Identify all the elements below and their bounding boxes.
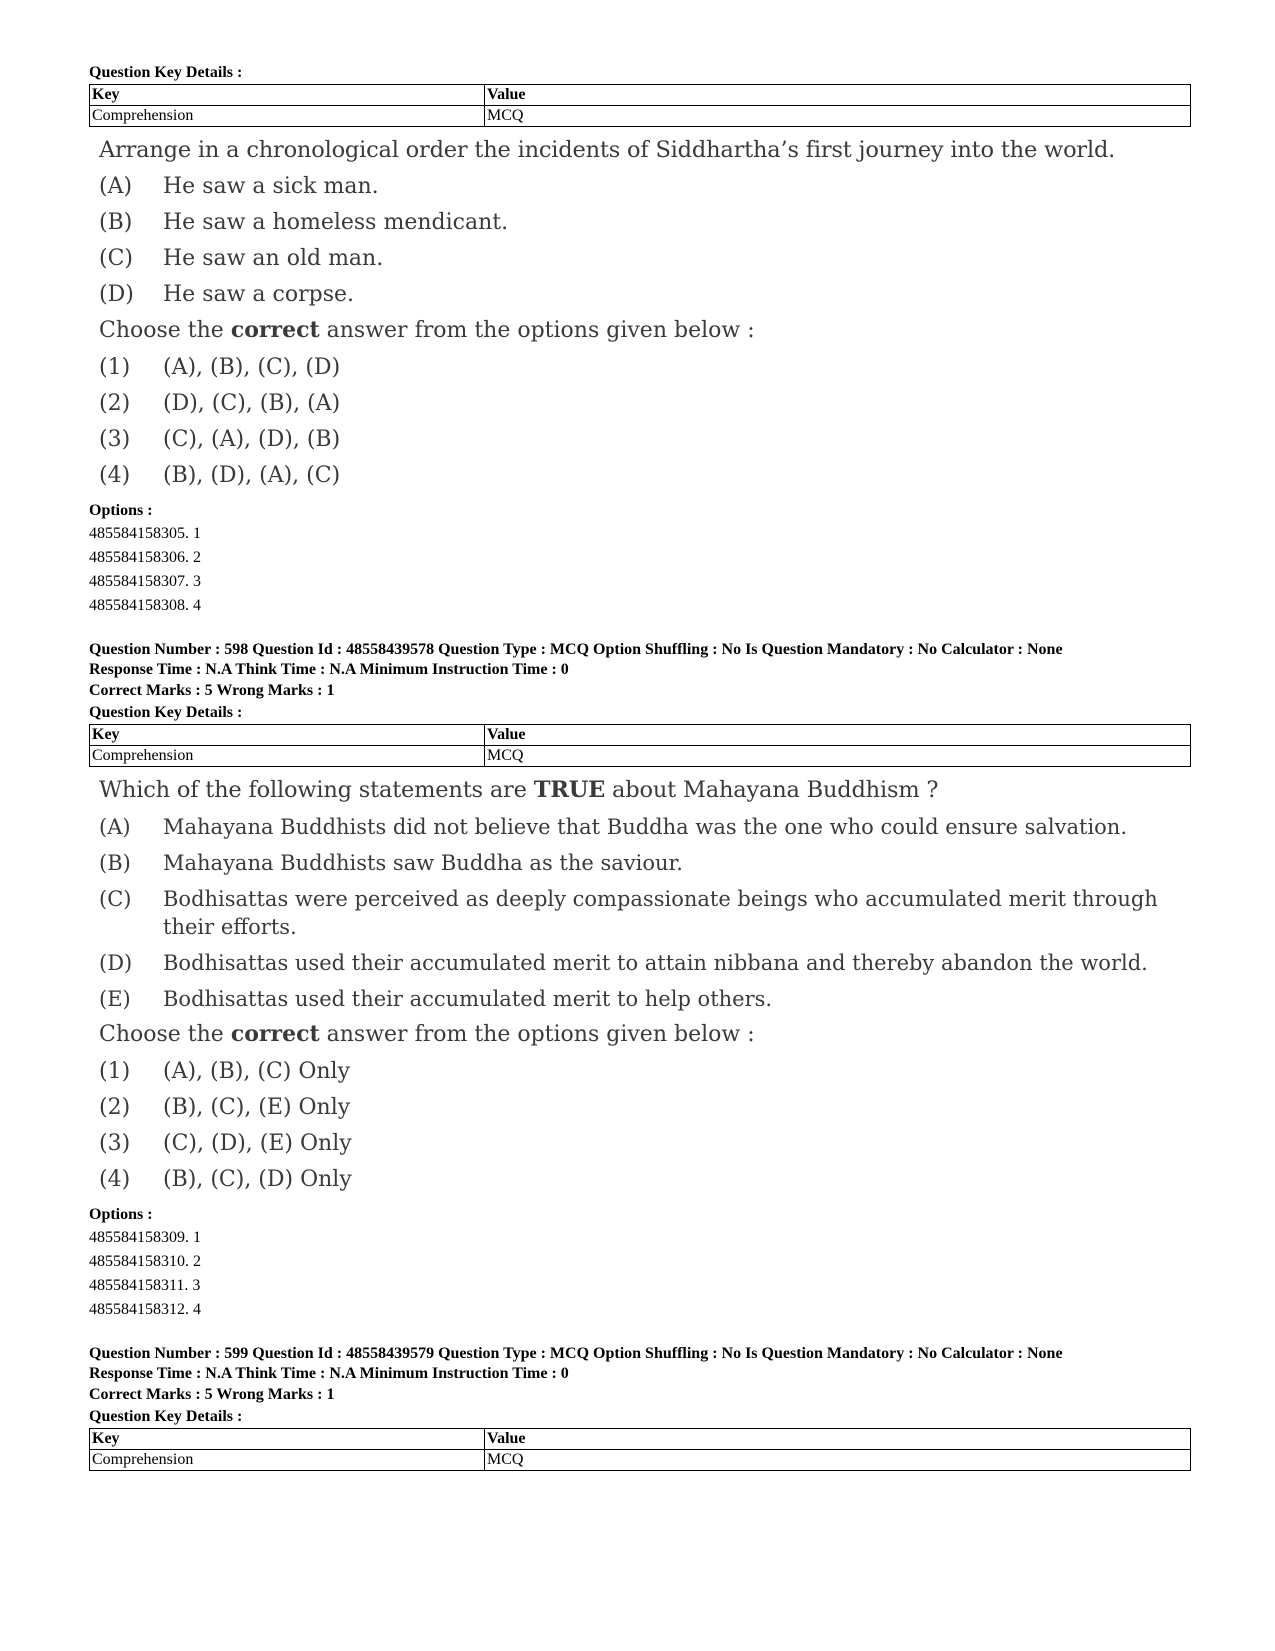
marks-line: Correct Marks : 5 Wrong Marks : 1 xyxy=(89,682,335,699)
key-details-label: Question Key Details : xyxy=(89,1408,243,1425)
choose-bold: correct xyxy=(230,317,320,343)
statement-item xyxy=(99,173,1189,201)
table-header-row xyxy=(90,725,1191,746)
answer-tag: (1) xyxy=(99,355,131,380)
answer-item xyxy=(99,390,1189,418)
statement-item xyxy=(99,209,1189,237)
statement-text: Bodhisattas used their accumulated merit to help others. xyxy=(163,987,773,1011)
question-meta-line2: Response Time : N.A Think Time : N.A Minimum Instruction Time : 0 xyxy=(89,661,569,678)
table-header-value: Value xyxy=(485,1429,1191,1450)
statement-item xyxy=(99,245,1189,273)
statement-tag: (C) xyxy=(99,887,132,911)
answer-item xyxy=(99,1094,1189,1122)
question-image xyxy=(89,135,1189,490)
answer-item xyxy=(99,354,1189,382)
table-cell-key: Comprehension xyxy=(90,746,485,767)
option-item: 485584158307. 3 xyxy=(89,573,201,590)
key-value-table xyxy=(89,724,1191,767)
statement-text: Mahayana Buddhists did not believe that Buddha was the one who could ensure salvation. xyxy=(163,815,1128,839)
statement-tag: (B) xyxy=(99,851,131,875)
key-details-label: Question Key Details : xyxy=(89,704,243,721)
question-stem xyxy=(99,775,1189,805)
question-block-597 xyxy=(89,62,1189,618)
choose-pre: Choose the xyxy=(99,318,231,343)
statement-tag: (B) xyxy=(99,210,133,235)
answer-text: (A), (B), (C) Only xyxy=(163,1059,351,1084)
document-page xyxy=(89,62,1189,1471)
table-header-row xyxy=(90,1429,1191,1450)
statement-item xyxy=(99,985,1189,1013)
statement-item xyxy=(99,813,1189,841)
question-block-598 xyxy=(89,640,1189,1322)
statement-text: He saw a homeless mendicant. xyxy=(163,210,509,235)
statement-tag: (A) xyxy=(99,174,133,199)
statement-item xyxy=(99,281,1189,309)
option-item: 485584158308. 4 xyxy=(89,597,201,614)
options-list xyxy=(89,522,1189,618)
options-label: Options : xyxy=(89,1206,153,1223)
table-cell-value: MCQ xyxy=(485,106,1191,127)
question-stem: Arrange in a chronological order the incidents of Siddhartha’s first journey into the world. xyxy=(99,137,1116,163)
statement-item xyxy=(99,949,1189,977)
table-header-key: Key xyxy=(90,85,485,106)
option-item: 485584158312. 4 xyxy=(89,1301,201,1318)
answer-tag: (2) xyxy=(99,1095,131,1120)
answer-text: (B), (C), (E) Only xyxy=(163,1095,351,1120)
answer-tag: (4) xyxy=(99,463,131,488)
stem-bold: TRUE xyxy=(533,777,606,803)
statement-text: He saw a corpse. xyxy=(163,282,355,307)
table-header-value: Value xyxy=(485,85,1191,106)
choose-post: answer from the options given below : xyxy=(319,318,755,343)
choose-instruction xyxy=(99,315,1189,346)
answer-item xyxy=(99,1058,1189,1086)
question-meta-line1: Question Number : 599 Question Id : 48558439579 Question Type : MCQ Option Shuffling : No Is Question Mandatory : No Calculator : None xyxy=(89,1345,1063,1362)
statement-tag: (D) xyxy=(99,951,133,975)
statement-text: He saw a sick man. xyxy=(163,174,379,199)
table-cell-key: Comprehension xyxy=(90,106,485,127)
answer-text: (B), (C), (D) Only xyxy=(163,1167,352,1192)
table-row xyxy=(90,1450,1191,1471)
answer-text: (C), (D), (E) Only xyxy=(163,1131,352,1156)
option-item: 485584158305. 1 xyxy=(89,525,201,542)
table-header-key: Key xyxy=(90,1429,485,1450)
option-item: 485584158311. 3 xyxy=(89,1277,201,1294)
answer-tag: (3) xyxy=(99,1131,131,1156)
stem-post: about Mahayana Buddhism ? xyxy=(605,777,939,803)
answer-text: (A), (B), (C), (D) xyxy=(163,355,341,380)
answer-item xyxy=(99,426,1189,454)
stem-pre: Which of the following statements are xyxy=(99,777,534,803)
answer-tag: (3) xyxy=(99,427,131,452)
table-cell-value: MCQ xyxy=(485,1450,1191,1471)
options-label: Options : xyxy=(89,502,153,519)
choose-bold: correct xyxy=(230,1021,320,1047)
option-item: 485584158310. 2 xyxy=(89,1253,201,1270)
table-row xyxy=(90,746,1191,767)
key-value-table xyxy=(89,1428,1191,1471)
question-meta-line1: Question Number : 598 Question Id : 48558439578 Question Type : MCQ Option Shuffling : No Is Question Mandatory : No Calculator : None xyxy=(89,641,1063,658)
options-list xyxy=(89,1226,1189,1322)
answer-item xyxy=(99,1130,1189,1158)
statement-text: He saw an old man. xyxy=(163,246,384,271)
answer-tag: (2) xyxy=(99,391,131,416)
statement-tag: (D) xyxy=(99,282,134,307)
choose-post: answer from the options given below : xyxy=(319,1022,755,1047)
choose-instruction xyxy=(99,1019,1189,1050)
answer-item xyxy=(99,1166,1189,1194)
table-cell-key: Comprehension xyxy=(90,1450,485,1471)
question-block-599 xyxy=(89,1344,1189,1471)
table-row xyxy=(90,106,1191,127)
table-header-value: Value xyxy=(485,725,1191,746)
option-item: 485584158306. 2 xyxy=(89,549,201,566)
question-image xyxy=(89,775,1189,1194)
answer-tag: (1) xyxy=(99,1059,131,1084)
statement-text: Bodhisattas used their accumulated merit to attain nibbana and thereby abandon the world. xyxy=(163,951,1148,975)
key-value-table xyxy=(89,84,1191,127)
statement-item xyxy=(99,885,1189,941)
answer-text: (D), (C), (B), (A) xyxy=(163,391,341,416)
table-cell-value: MCQ xyxy=(485,746,1191,767)
answer-tag: (4) xyxy=(99,1167,131,1192)
option-item: 485584158309. 1 xyxy=(89,1229,201,1246)
statement-text: Bodhisattas were perceived as deeply compassionate beings who accumulated merit through their efforts. xyxy=(163,887,1158,939)
answer-text: (B), (D), (A), (C) xyxy=(163,463,341,488)
answer-item xyxy=(99,462,1189,490)
statement-item xyxy=(99,849,1189,877)
statement-tag: (E) xyxy=(99,987,131,1011)
marks-line: Correct Marks : 5 Wrong Marks : 1 xyxy=(89,1386,335,1403)
statement-tag: (A) xyxy=(99,815,131,839)
statement-text: Mahayana Buddhists saw Buddha as the saviour. xyxy=(163,851,683,875)
answer-text: (C), (A), (D), (B) xyxy=(163,427,341,452)
choose-pre: Choose the xyxy=(99,1022,231,1047)
key-details-label: Question Key Details : xyxy=(89,64,243,81)
question-meta-line2: Response Time : N.A Think Time : N.A Minimum Instruction Time : 0 xyxy=(89,1365,569,1382)
table-header-row xyxy=(90,85,1191,106)
table-header-key: Key xyxy=(90,725,485,746)
statement-tag: (C) xyxy=(99,246,133,271)
